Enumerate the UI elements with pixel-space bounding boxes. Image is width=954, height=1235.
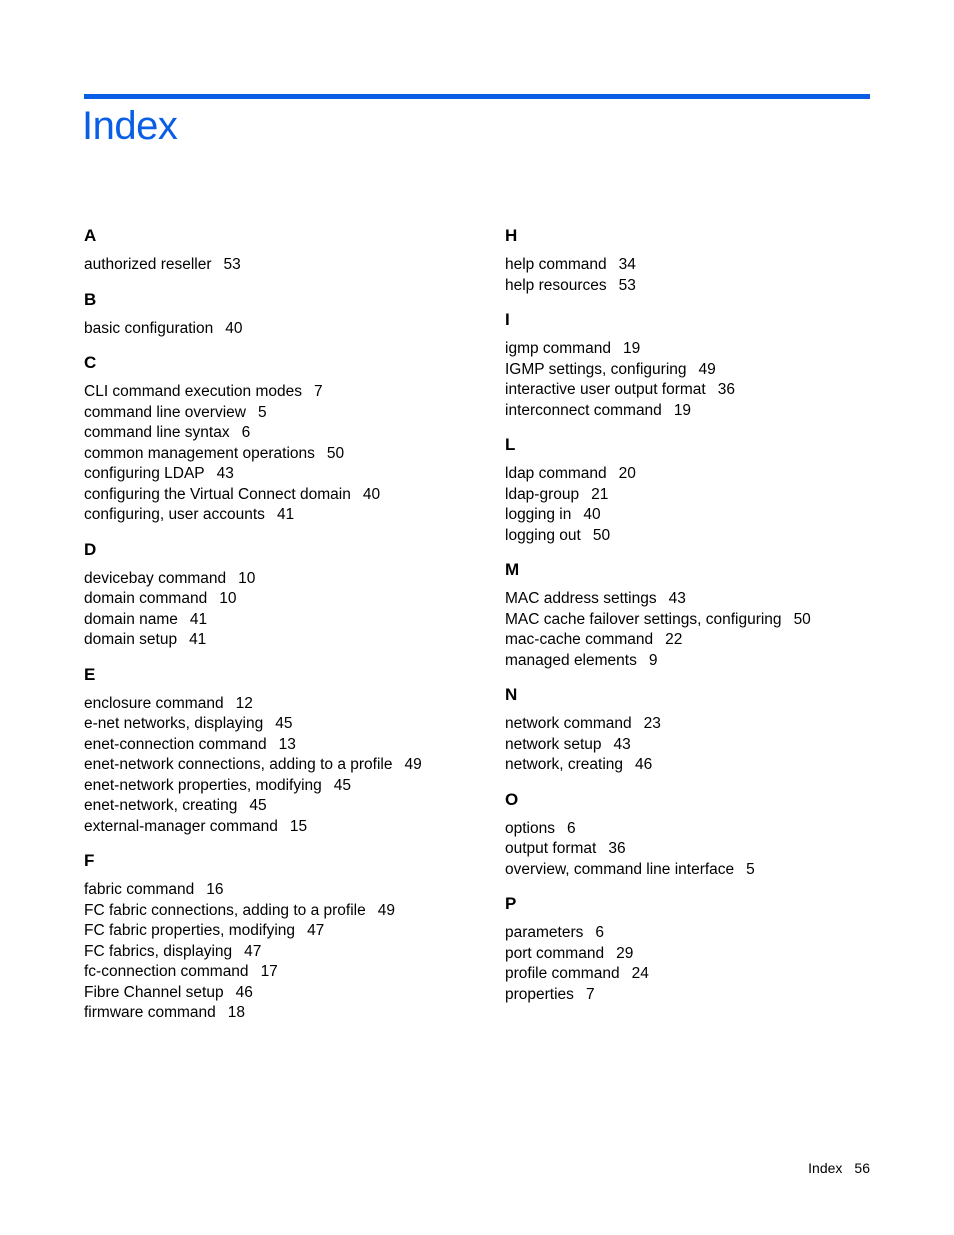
entry-page-link[interactable]: 13 [278, 735, 296, 753]
entry-page-link[interactable]: 45 [333, 776, 352, 794]
entry-term: firmware command [84, 1004, 216, 1021]
entry-page-link[interactable]: 16 [206, 881, 224, 898]
entry-page-link[interactable]: 10 [238, 569, 256, 587]
entry-term: interconnect command [505, 401, 662, 419]
entry-page-link[interactable]: 21 [591, 485, 609, 503]
entry-page-link[interactable]: 15 [289, 817, 308, 835]
entry-page-link[interactable]: 46 [235, 983, 253, 1001]
index-entry[interactable] [505, 505, 905, 526]
entry-term: Fibre Channel setup [84, 983, 224, 1001]
entry-term: options [505, 819, 555, 837]
entry-list [505, 923, 905, 1005]
index-entry[interactable] [84, 505, 484, 526]
entry-list [505, 819, 905, 881]
index-entry[interactable] [84, 569, 484, 590]
index-section-d [84, 536, 484, 651]
entry-term: command line overview [84, 403, 246, 421]
index-entry[interactable] [84, 382, 484, 403]
entry-term: configuring the Virtual Connect domain [84, 485, 351, 503]
section-letter: P [505, 894, 517, 913]
index-entry[interactable] [84, 714, 484, 735]
index-entry[interactable] [505, 735, 905, 756]
entry-page-link[interactable]: 23 [643, 715, 661, 732]
entry-term: FC fabric connections, adding to a profile [84, 901, 366, 919]
section-letter: M [505, 560, 520, 579]
entry-term: IGMP settings, configuring [505, 360, 687, 378]
entry-term: enet-network properties, modifying [84, 776, 322, 794]
index-entry[interactable] [84, 796, 484, 817]
entry-page-link[interactable]: 18 [227, 1004, 246, 1021]
index-entry[interactable] [505, 380, 905, 401]
entry-term: basic configuration [84, 319, 214, 337]
index-entry[interactable] [505, 714, 905, 735]
entry-list [84, 694, 484, 838]
index-entry[interactable] [84, 921, 484, 942]
entry-term: help resources [505, 276, 607, 294]
entry-page-link[interactable]: 6 [595, 924, 605, 941]
index-entry[interactable] [84, 589, 484, 610]
entry-term: external-manager command [84, 817, 278, 835]
index-column-left [84, 222, 484, 1024]
entry-page-link[interactable]: 50 [592, 526, 611, 544]
entry-list [84, 569, 484, 651]
index-entry[interactable] [505, 339, 905, 360]
entry-page-link[interactable]: 40 [583, 506, 601, 523]
section-letter: E [84, 664, 96, 684]
entry-page-link[interactable]: 20 [618, 465, 636, 482]
entry-term: logging out [505, 526, 581, 544]
index-entry[interactable] [505, 464, 905, 485]
entry-term: common management operations [84, 444, 315, 462]
entry-term: configuring, user accounts [84, 506, 265, 523]
index-entry[interactable] [505, 860, 905, 881]
entry-term: enet-network connections, adding to a profile [84, 756, 393, 773]
entry-page-link[interactable]: 19 [622, 340, 641, 357]
index-entry[interactable] [505, 819, 905, 840]
section-letter: I [505, 310, 510, 329]
entry-term: FC fabric properties, modifying [84, 922, 296, 939]
index-entry[interactable] [84, 901, 484, 922]
section-letter: D [84, 539, 97, 559]
index-section-p [505, 890, 905, 1005]
entry-term: enclosure command [84, 694, 224, 712]
entry-page-link[interactable]: 49 [698, 360, 716, 378]
entry-page-link[interactable]: 9 [648, 651, 658, 669]
index-entry[interactable] [505, 630, 905, 651]
footer-label: Index [808, 1160, 843, 1176]
entry-page-link[interactable]: 49 [377, 901, 395, 919]
index-section-o [505, 786, 905, 881]
entry-term: logging in [505, 506, 572, 523]
entry-page-link[interactable]: 19 [673, 401, 692, 419]
index-entry[interactable] [505, 964, 905, 985]
index-section-e [84, 661, 484, 838]
entry-term: output format [505, 840, 597, 857]
index-column-right [505, 222, 905, 1005]
entry-page-link[interactable]: 6 [241, 424, 251, 441]
entry-page-link[interactable]: 43 [668, 590, 686, 607]
entry-term: interactive user output format [505, 381, 706, 398]
section-letter: N [505, 685, 518, 704]
section-letter: F [84, 851, 95, 870]
entry-term: enet-network, creating [84, 797, 238, 814]
page-title: Index [82, 104, 178, 148]
entry-list [505, 339, 905, 421]
entry-term: authorized reseller [84, 256, 212, 273]
index-entry[interactable] [84, 630, 484, 651]
index-entry[interactable] [84, 776, 484, 797]
entry-list [84, 319, 484, 340]
index-entry[interactable] [505, 610, 905, 631]
entry-term: domain command [84, 590, 208, 607]
entry-term: ldap command [505, 465, 607, 482]
entry-page-link[interactable]: 7 [585, 985, 595, 1003]
section-letter: A [84, 226, 97, 245]
index-section-m [505, 556, 905, 671]
entry-page-link[interactable]: 40 [225, 319, 243, 337]
entry-term: configuring LDAP [84, 465, 205, 482]
index-entry[interactable] [84, 942, 484, 963]
entry-page-link[interactable]: 17 [260, 963, 278, 980]
entry-page-link[interactable]: 41 [189, 610, 208, 628]
entry-page-link[interactable]: 53 [618, 276, 636, 294]
entry-term: domain name [84, 610, 178, 628]
entry-term: enet-connection command [84, 735, 267, 753]
index-entry[interactable] [84, 1003, 484, 1024]
index-entry[interactable] [505, 401, 905, 422]
entry-page-link[interactable]: 22 [665, 631, 683, 648]
entry-list [505, 464, 905, 546]
index-entry[interactable] [505, 526, 905, 547]
entry-term: fc-connection command [84, 963, 249, 980]
index-entry[interactable] [505, 651, 905, 672]
index-entry[interactable] [84, 694, 484, 715]
entry-page-link[interactable]: 50 [793, 610, 811, 628]
index-section-l [505, 431, 905, 546]
entry-term: parameters [505, 924, 584, 941]
index-entry[interactable] [84, 880, 484, 901]
entry-term: ldap-group [505, 485, 580, 503]
entry-list [505, 589, 905, 671]
section-letter: C [84, 353, 97, 372]
entry-page-link[interactable]: 47 [244, 942, 262, 960]
entry-page-link[interactable]: 29 [616, 944, 634, 962]
footer-page-number: 56 [854, 1160, 870, 1176]
entry-list [505, 714, 905, 776]
index-entry[interactable] [84, 423, 484, 444]
entry-term: igmp command [505, 340, 611, 357]
entry-page-link[interactable]: 10 [219, 590, 237, 607]
entry-page-link[interactable]: 12 [235, 694, 253, 712]
entry-page-link[interactable]: 5 [746, 860, 755, 878]
index-entry[interactable] [84, 755, 484, 776]
entry-term: overview, command line interface [505, 860, 735, 878]
entry-page-link[interactable]: 45 [249, 797, 267, 814]
index-entry[interactable] [84, 735, 484, 756]
entry-page-link[interactable]: 7 [313, 383, 323, 400]
entry-term: devicebay command [84, 569, 227, 587]
index-entry[interactable] [505, 360, 905, 381]
index-section-f [84, 847, 484, 1024]
entry-page-link[interactable]: 49 [404, 756, 422, 773]
entry-term: FC fabrics, displaying [84, 942, 233, 960]
entry-page-link[interactable]: 24 [631, 965, 649, 982]
entry-page-link[interactable]: 5 [257, 403, 267, 421]
index-entry[interactable] [84, 444, 484, 465]
index-entry[interactable] [84, 464, 484, 485]
entry-term: network, creating [505, 756, 624, 773]
entry-term: CLI command execution modes [84, 383, 302, 400]
entry-list [84, 382, 484, 526]
entry-term: network setup [505, 735, 602, 753]
index-entry[interactable] [84, 255, 484, 276]
index-section-i [505, 306, 905, 421]
entry-page-link[interactable]: 43 [613, 735, 631, 753]
section-letter: L [505, 435, 516, 454]
entry-page-link[interactable]: 46 [635, 756, 653, 773]
index-entry[interactable] [84, 319, 484, 340]
page-footer [808, 1158, 870, 1178]
index-entry[interactable] [84, 817, 484, 838]
entry-page-link[interactable]: 36 [717, 381, 735, 398]
index-entry[interactable] [505, 485, 905, 506]
index-section-a [84, 222, 484, 276]
index-entry[interactable] [84, 962, 484, 983]
entry-term: mac-cache command [505, 631, 654, 648]
entry-term: command line syntax [84, 424, 230, 441]
entry-term: port command [505, 944, 605, 962]
entry-page-link[interactable]: 40 [362, 485, 381, 503]
entry-page-link[interactable]: 50 [326, 444, 345, 462]
index-entry[interactable] [505, 944, 905, 965]
index-section-h [505, 222, 905, 296]
entry-page-link[interactable]: 41 [276, 506, 295, 523]
index-entry[interactable] [505, 255, 905, 276]
entry-page-link[interactable]: 45 [275, 715, 293, 732]
entry-page-link[interactable]: 6 [566, 819, 576, 837]
index-section-b [84, 286, 484, 340]
section-letter: B [84, 289, 97, 309]
title-rule [84, 94, 870, 99]
entry-term: network command [505, 715, 632, 732]
entry-term: managed elements [505, 651, 637, 669]
entry-page-link[interactable]: 34 [618, 256, 636, 273]
entry-page-link[interactable]: 41 [189, 631, 207, 648]
index-entry[interactable] [505, 755, 905, 776]
entry-term: MAC cache failover settings, configuring [505, 610, 782, 628]
index-section-c [84, 349, 484, 526]
entry-page-link[interactable]: 53 [223, 256, 241, 273]
index-entry[interactable] [505, 589, 905, 610]
entry-page-link[interactable]: 36 [608, 840, 626, 857]
entry-term: profile command [505, 965, 620, 982]
section-letter: H [505, 226, 518, 245]
entry-list [84, 880, 484, 1024]
index-entry[interactable] [84, 983, 484, 1004]
entry-page-link[interactable]: 47 [307, 922, 325, 939]
entry-term: properties [505, 985, 574, 1003]
index-entry[interactable] [505, 923, 905, 944]
index-entry[interactable] [505, 839, 905, 860]
index-section-n [505, 681, 905, 776]
entry-list [505, 255, 905, 296]
index-entry[interactable] [505, 985, 905, 1006]
entry-list [84, 255, 484, 276]
index-entry[interactable] [84, 403, 484, 424]
entry-term: help command [505, 256, 607, 273]
entry-term: e-net networks, displaying [84, 715, 264, 732]
entry-term: MAC address settings [505, 590, 657, 607]
entry-term: domain setup [84, 631, 178, 648]
entry-page-link[interactable]: 43 [216, 465, 234, 482]
entry-term: fabric command [84, 881, 195, 898]
index-entry[interactable] [84, 485, 484, 506]
index-entry[interactable] [84, 610, 484, 631]
index-entry[interactable] [505, 276, 905, 297]
section-letter: O [505, 789, 519, 809]
